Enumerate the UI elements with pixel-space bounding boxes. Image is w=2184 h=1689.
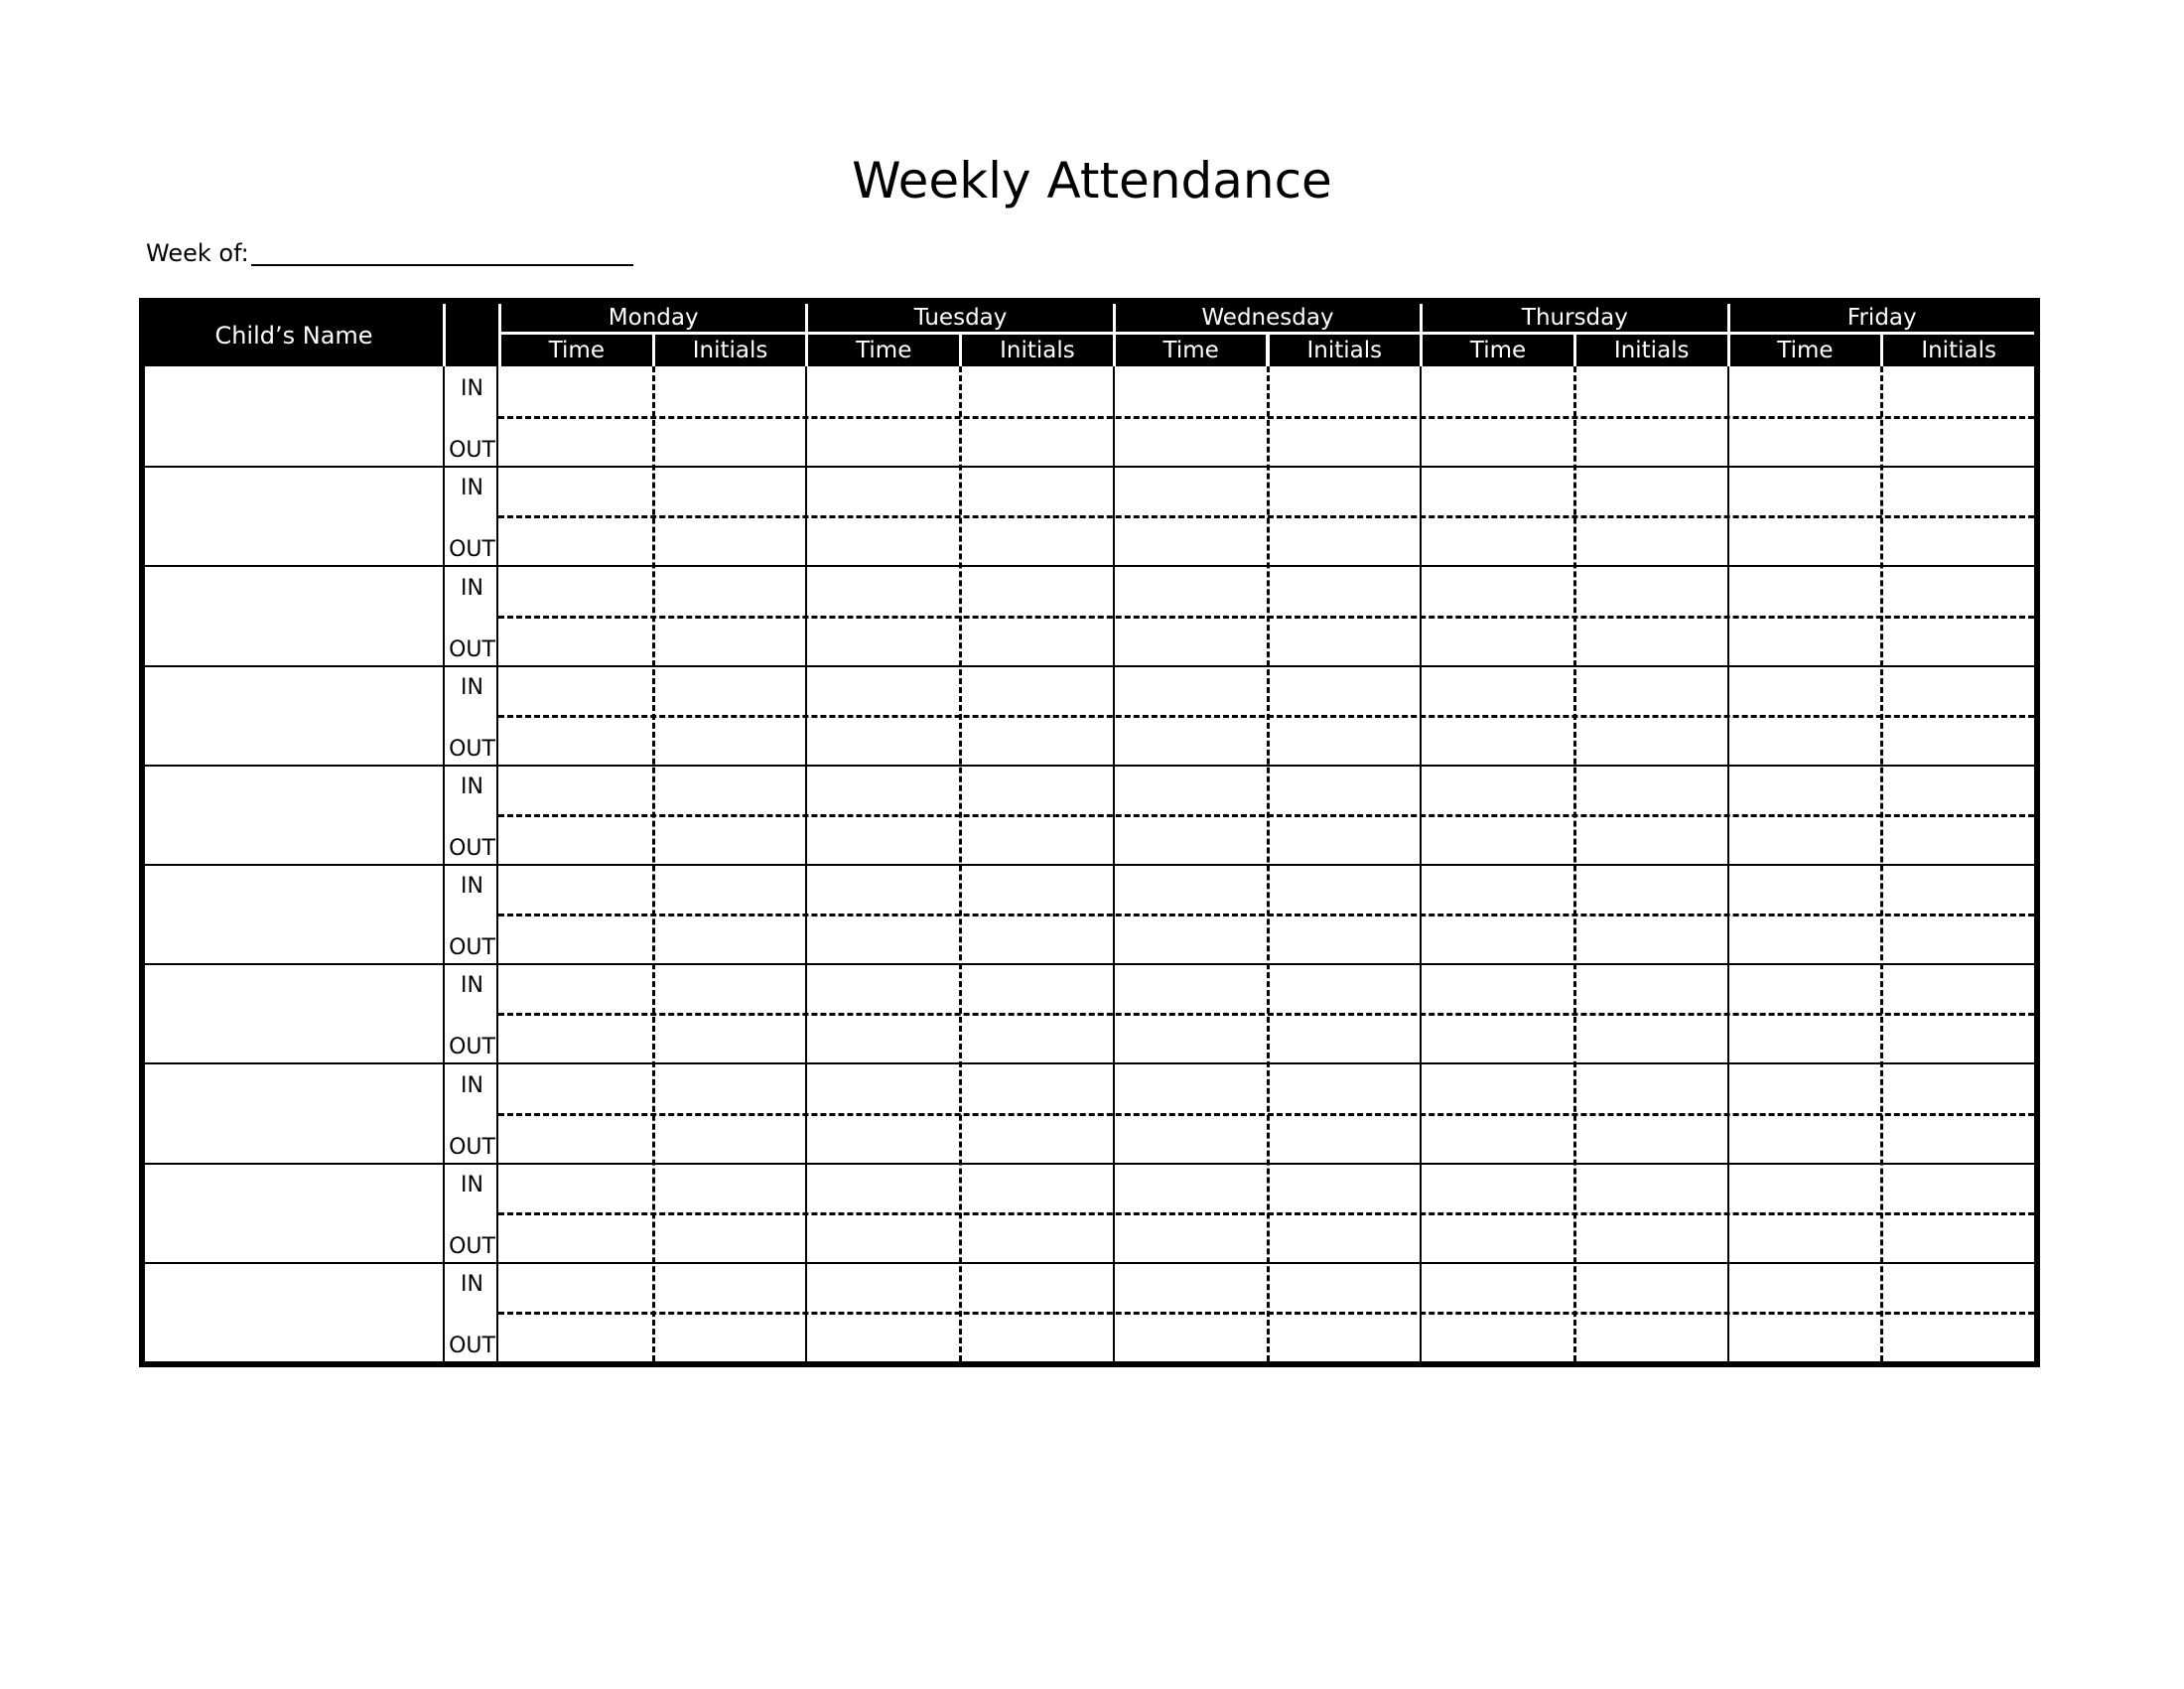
out-entry-cell[interactable]	[656, 1117, 802, 1159]
child-name-cell[interactable]	[145, 1062, 443, 1162]
out-entry-cell[interactable]	[1424, 519, 1570, 561]
in-entry-cell[interactable]	[809, 569, 955, 611]
out-entry-cell[interactable]	[963, 420, 1109, 462]
subheader-monday-initials: Initials	[655, 335, 806, 366]
out-entry-cell[interactable]	[1731, 519, 1877, 561]
in-entry-cell[interactable]	[1424, 868, 1570, 910]
out-entry-cell[interactable]	[656, 519, 802, 561]
in-entry-cell[interactable]	[1731, 1167, 1877, 1208]
out-entry-cell[interactable]	[809, 917, 955, 959]
in-label: IN	[461, 973, 483, 999]
in-entry-cell[interactable]	[963, 769, 1109, 810]
out-entry-cell[interactable]	[963, 1316, 1109, 1357]
in-entry-cell[interactable]	[656, 569, 802, 611]
in-entry-cell[interactable]	[963, 1266, 1109, 1308]
day-header-thursday: Thursday	[1423, 304, 1726, 332]
out-entry-cell[interactable]	[656, 1316, 802, 1357]
in-entry-cell[interactable]	[656, 1266, 802, 1308]
in-entry-cell[interactable]	[1271, 769, 1417, 810]
out-entry-cell[interactable]	[963, 917, 1109, 959]
out-entry-cell[interactable]	[1577, 1117, 1723, 1159]
subheader-monday-time: Time	[501, 335, 652, 366]
out-entry-cell[interactable]	[1271, 917, 1417, 959]
subheader-tuesday-time: Time	[808, 335, 959, 366]
row-divider	[145, 1163, 2034, 1165]
out-entry-cell[interactable]	[656, 420, 802, 462]
out-entry-cell[interactable]	[1424, 1117, 1570, 1159]
child-name-cell[interactable]	[145, 963, 443, 1062]
out-label: OUT	[449, 1134, 495, 1160]
out-entry-cell[interactable]	[1884, 1316, 2030, 1357]
in-entry-cell[interactable]	[1731, 1266, 1877, 1308]
row-divider	[145, 565, 2034, 567]
in-entry-cell[interactable]	[1424, 569, 1570, 611]
in-entry-cell[interactable]	[1577, 370, 1723, 412]
in-label: IN	[461, 1271, 483, 1297]
in-label: IN	[461, 376, 483, 402]
in-label: IN	[461, 674, 483, 700]
in-entry-cell[interactable]	[1424, 1266, 1570, 1308]
child-name-cell[interactable]	[145, 665, 443, 765]
in-entry-cell[interactable]	[809, 470, 955, 511]
child-name-cell[interactable]	[145, 864, 443, 963]
in-entry-cell[interactable]	[1577, 967, 1723, 1009]
in-entry-cell[interactable]	[963, 967, 1109, 1009]
out-entry-cell[interactable]	[502, 1117, 648, 1159]
out-entry-cell[interactable]	[502, 1216, 648, 1258]
in-entry-cell[interactable]	[1117, 470, 1263, 511]
out-entry-cell[interactable]	[809, 620, 955, 661]
in-entry-cell[interactable]	[1577, 470, 1723, 511]
out-entry-cell[interactable]	[502, 1316, 648, 1357]
day-header-tuesday: Tuesday	[808, 304, 1112, 332]
subheader-tuesday-initials: Initials	[962, 335, 1113, 366]
in-entry-cell[interactable]	[1731, 769, 1877, 810]
in-entry-cell[interactable]	[1271, 669, 1417, 711]
in-entry-cell[interactable]	[1884, 569, 2030, 611]
in-entry-cell[interactable]	[963, 669, 1109, 711]
in-entry-cell[interactable]	[656, 868, 802, 910]
out-entry-cell[interactable]	[809, 1316, 955, 1357]
out-entry-cell[interactable]	[1117, 519, 1263, 561]
in-entry-cell[interactable]	[1117, 569, 1263, 611]
day-header-monday: Monday	[501, 304, 805, 332]
in-entry-cell[interactable]	[809, 1066, 955, 1108]
out-entry-cell[interactable]	[1731, 917, 1877, 959]
time-initials-divider	[1573, 366, 1576, 1361]
in-entry-cell[interactable]	[1117, 1066, 1263, 1108]
out-entry-cell[interactable]	[1577, 1316, 1723, 1357]
in-entry-cell[interactable]	[1884, 967, 2030, 1009]
out-entry-cell[interactable]	[1424, 620, 1570, 661]
time-initials-divider	[1267, 366, 1270, 1361]
out-entry-cell[interactable]	[502, 818, 648, 860]
in-label: IN	[461, 874, 483, 900]
out-label: OUT	[449, 1035, 495, 1060]
in-entry-cell[interactable]	[502, 370, 648, 412]
out-entry-cell[interactable]	[1577, 1017, 1723, 1058]
in-entry-cell[interactable]	[809, 868, 955, 910]
time-initials-divider	[652, 366, 655, 1361]
out-entry-cell[interactable]	[1577, 620, 1723, 661]
out-entry-cell[interactable]	[1884, 917, 2030, 959]
out-entry-cell[interactable]	[1731, 620, 1877, 661]
out-entry-cell[interactable]	[1117, 1017, 1263, 1058]
out-entry-cell[interactable]	[1884, 1017, 2030, 1058]
week-of-label: Week of:	[146, 239, 249, 267]
out-label: OUT	[449, 1334, 495, 1358]
in-entry-cell[interactable]	[809, 769, 955, 810]
out-entry-cell[interactable]	[809, 1216, 955, 1258]
in-entry-cell[interactable]	[502, 669, 648, 711]
in-entry-cell[interactable]	[1424, 1167, 1570, 1208]
in-entry-cell[interactable]	[502, 569, 648, 611]
out-entry-cell[interactable]	[1271, 1216, 1417, 1258]
in-entry-cell[interactable]	[656, 1167, 802, 1208]
out-entry-cell[interactable]	[1884, 1216, 2030, 1258]
in-entry-cell[interactable]	[1884, 370, 2030, 412]
out-entry-cell[interactable]	[1884, 420, 2030, 462]
out-entry-cell[interactable]	[809, 719, 955, 761]
out-entry-cell[interactable]	[809, 1017, 955, 1058]
child-name-cell[interactable]	[145, 1262, 443, 1361]
in-entry-cell[interactable]	[809, 967, 955, 1009]
in-entry-cell[interactable]	[963, 1066, 1109, 1108]
in-entry-cell[interactable]	[656, 669, 802, 711]
week-of-field	[146, 238, 633, 268]
out-entry-cell[interactable]	[1424, 719, 1570, 761]
in-entry-cell[interactable]	[1884, 1167, 2030, 1208]
childs-name-header: Child’s Name	[145, 304, 443, 366]
subheader-wednesday-time: Time	[1116, 335, 1267, 366]
out-entry-cell[interactable]	[963, 818, 1109, 860]
out-entry-cell[interactable]	[1117, 818, 1263, 860]
out-entry-cell[interactable]	[1577, 917, 1723, 959]
in-entry-cell[interactable]	[1117, 370, 1263, 412]
in-entry-cell[interactable]	[502, 1167, 648, 1208]
out-entry-cell[interactable]	[502, 620, 648, 661]
name-column-divider	[443, 366, 445, 1361]
in-entry-cell[interactable]	[1731, 370, 1877, 412]
in-entry-cell[interactable]	[1731, 470, 1877, 511]
out-entry-cell[interactable]	[656, 719, 802, 761]
in-entry-cell[interactable]	[1271, 967, 1417, 1009]
day-column-divider	[1420, 366, 1422, 1361]
in-entry-cell[interactable]	[1271, 569, 1417, 611]
in-entry-cell[interactable]	[1424, 1066, 1570, 1108]
child-name-cell[interactable]	[145, 466, 443, 565]
in-entry-cell[interactable]	[1117, 1266, 1263, 1308]
in-entry-cell[interactable]	[1424, 470, 1570, 511]
out-entry-cell[interactable]	[1271, 1017, 1417, 1058]
out-entry-cell[interactable]	[656, 1017, 802, 1058]
in-entry-cell[interactable]	[1271, 868, 1417, 910]
out-entry-cell[interactable]	[1271, 719, 1417, 761]
out-entry-cell[interactable]	[809, 519, 955, 561]
out-entry-cell[interactable]	[502, 917, 648, 959]
in-entry-cell[interactable]	[1731, 868, 1877, 910]
week-of-blank-line[interactable]	[251, 238, 633, 266]
out-entry-cell[interactable]	[963, 719, 1109, 761]
out-entry-cell[interactable]	[963, 1017, 1109, 1058]
child-name-cell[interactable]	[145, 765, 443, 864]
in-entry-cell[interactable]	[1271, 1167, 1417, 1208]
in-entry-cell[interactable]	[1117, 669, 1263, 711]
in-entry-cell[interactable]	[1577, 1266, 1723, 1308]
row-divider	[145, 1262, 2034, 1264]
out-entry-cell[interactable]	[809, 420, 955, 462]
page-title: Weekly Attendance	[852, 152, 1332, 210]
out-entry-cell[interactable]	[1424, 1316, 1570, 1357]
in-entry-cell[interactable]	[809, 1167, 955, 1208]
row-divider	[145, 665, 2034, 667]
out-entry-cell[interactable]	[1884, 519, 2030, 561]
out-entry-cell[interactable]	[1424, 1017, 1570, 1058]
out-entry-cell[interactable]	[1117, 620, 1263, 661]
out-entry-cell[interactable]	[1424, 818, 1570, 860]
out-entry-cell[interactable]	[1577, 420, 1723, 462]
out-entry-cell[interactable]	[809, 818, 955, 860]
out-entry-cell[interactable]	[1271, 818, 1417, 860]
out-entry-cell[interactable]	[963, 1216, 1109, 1258]
out-entry-cell[interactable]	[502, 719, 648, 761]
in-entry-cell[interactable]	[1117, 1167, 1263, 1208]
out-entry-cell[interactable]	[1271, 1117, 1417, 1159]
row-divider	[145, 864, 2034, 866]
out-label: OUT	[449, 537, 495, 563]
in-entry-cell[interactable]	[963, 1167, 1109, 1208]
out-label: OUT	[449, 1233, 495, 1259]
in-entry-cell[interactable]	[1731, 569, 1877, 611]
out-entry-cell[interactable]	[1884, 818, 2030, 860]
out-entry-cell[interactable]	[1117, 1117, 1263, 1159]
out-entry-cell[interactable]	[1117, 420, 1263, 462]
out-entry-cell[interactable]	[1117, 1316, 1263, 1357]
out-label: OUT	[449, 935, 495, 961]
in-label: IN	[461, 774, 483, 799]
out-entry-cell[interactable]	[502, 519, 648, 561]
out-entry-cell[interactable]	[1731, 1017, 1877, 1058]
in-entry-cell[interactable]	[502, 1066, 648, 1108]
in-entry-cell[interactable]	[963, 569, 1109, 611]
out-entry-cell[interactable]	[1577, 1216, 1723, 1258]
in-entry-cell[interactable]	[656, 1066, 802, 1108]
in-entry-cell[interactable]	[1271, 1266, 1417, 1308]
in-entry-cell[interactable]	[1271, 1066, 1417, 1108]
in-entry-cell[interactable]	[1884, 669, 2030, 711]
subheader-friday-initials: Initials	[1883, 335, 2034, 366]
time-initials-divider	[959, 366, 962, 1361]
out-entry-cell[interactable]	[656, 917, 802, 959]
in-entry-cell[interactable]	[1271, 370, 1417, 412]
in-entry-cell[interactable]	[1577, 769, 1723, 810]
out-entry-cell[interactable]	[963, 519, 1109, 561]
out-entry-cell[interactable]	[656, 1216, 802, 1258]
out-entry-cell[interactable]	[1424, 420, 1570, 462]
out-entry-cell[interactable]	[1117, 917, 1263, 959]
out-entry-cell[interactable]	[1884, 719, 2030, 761]
out-entry-cell[interactable]	[656, 818, 802, 860]
day-header-wednesday: Wednesday	[1116, 304, 1420, 332]
out-label: OUT	[449, 736, 495, 762]
in-out-column-divider	[496, 366, 498, 1361]
in-entry-cell[interactable]	[1577, 1167, 1723, 1208]
row-divider	[145, 765, 2034, 767]
out-entry-cell[interactable]	[1117, 719, 1263, 761]
out-entry-cell[interactable]	[502, 1017, 648, 1058]
out-entry-cell[interactable]	[1271, 519, 1417, 561]
out-entry-cell[interactable]	[1117, 1216, 1263, 1258]
in-entry-cell[interactable]	[502, 967, 648, 1009]
in-entry-cell[interactable]	[1577, 669, 1723, 711]
child-name-cell[interactable]	[145, 565, 443, 664]
out-entry-cell[interactable]	[656, 620, 802, 661]
in-entry-cell[interactable]	[1117, 769, 1263, 810]
in-entry-cell[interactable]	[963, 370, 1109, 412]
out-entry-cell[interactable]	[502, 420, 648, 462]
out-entry-cell[interactable]	[1731, 719, 1877, 761]
in-entry-cell[interactable]	[1731, 669, 1877, 711]
in-label: IN	[461, 1072, 483, 1098]
in-entry-cell[interactable]	[809, 370, 955, 412]
out-entry-cell[interactable]	[1731, 1316, 1877, 1357]
out-entry-cell[interactable]	[1731, 818, 1877, 860]
in-entry-cell[interactable]	[656, 470, 802, 511]
out-entry-cell[interactable]	[1884, 620, 2030, 661]
in-entry-cell[interactable]	[656, 967, 802, 1009]
out-entry-cell[interactable]	[1577, 818, 1723, 860]
day-column-divider	[1113, 366, 1115, 1361]
out-entry-cell[interactable]	[1577, 719, 1723, 761]
subheader-thursday-initials: Initials	[1576, 335, 1727, 366]
time-initials-divider	[1880, 366, 1883, 1361]
in-entry-cell[interactable]	[656, 370, 802, 412]
in-entry-cell[interactable]	[1884, 769, 2030, 810]
in-entry-cell[interactable]	[656, 769, 802, 810]
in-entry-cell[interactable]	[963, 868, 1109, 910]
in-entry-cell[interactable]	[1577, 868, 1723, 910]
in-out-header	[446, 304, 498, 366]
out-entry-cell[interactable]	[963, 1117, 1109, 1159]
out-entry-cell[interactable]	[1424, 1216, 1570, 1258]
in-entry-cell[interactable]	[1117, 967, 1263, 1009]
out-entry-cell[interactable]	[1577, 519, 1723, 561]
in-entry-cell[interactable]	[502, 470, 648, 511]
day-column-divider	[805, 366, 807, 1361]
in-label: IN	[461, 1172, 483, 1197]
in-entry-cell[interactable]	[809, 669, 955, 711]
out-entry-cell[interactable]	[1731, 420, 1877, 462]
subheader-thursday-time: Time	[1423, 335, 1573, 366]
day-header-friday: Friday	[1730, 304, 2034, 332]
child-name-cell[interactable]	[145, 366, 443, 466]
in-entry-cell[interactable]	[1884, 868, 2030, 910]
in-entry-cell[interactable]	[1884, 1066, 2030, 1108]
in-entry-cell[interactable]	[1424, 669, 1570, 711]
in-entry-cell[interactable]	[1577, 1066, 1723, 1108]
out-entry-cell[interactable]	[1271, 620, 1417, 661]
in-entry-cell[interactable]	[1117, 868, 1263, 910]
out-entry-cell[interactable]	[1424, 917, 1570, 959]
out-entry-cell[interactable]	[1884, 1117, 2030, 1159]
in-entry-cell[interactable]	[809, 1266, 955, 1308]
in-entry-cell[interactable]	[502, 868, 648, 910]
row-divider	[145, 1062, 2034, 1064]
in-entry-cell[interactable]	[1731, 1066, 1877, 1108]
in-entry-cell[interactable]	[1424, 967, 1570, 1009]
in-entry-cell[interactable]	[963, 470, 1109, 511]
in-entry-cell[interactable]	[1271, 470, 1417, 511]
out-entry-cell[interactable]	[1271, 420, 1417, 462]
in-entry-cell[interactable]	[1731, 967, 1877, 1009]
attendance-table	[139, 298, 2040, 1367]
out-entry-cell[interactable]	[809, 1117, 955, 1159]
in-entry-cell[interactable]	[1424, 769, 1570, 810]
in-entry-cell[interactable]	[502, 1266, 648, 1308]
out-entry-cell[interactable]	[1731, 1216, 1877, 1258]
in-entry-cell[interactable]	[1884, 1266, 2030, 1308]
in-label: IN	[461, 476, 483, 501]
in-label: IN	[461, 575, 483, 601]
row-divider	[145, 963, 2034, 965]
day-column-divider	[1727, 366, 1729, 1361]
out-label: OUT	[449, 836, 495, 861]
in-entry-cell[interactable]	[1884, 470, 2030, 511]
in-entry-cell[interactable]	[1424, 370, 1570, 412]
row-divider	[145, 466, 2034, 468]
in-entry-cell[interactable]	[1577, 569, 1723, 611]
subheader-friday-time: Time	[1730, 335, 1881, 366]
subheader-wednesday-initials: Initials	[1270, 335, 1421, 366]
out-entry-cell[interactable]	[963, 620, 1109, 661]
out-label: OUT	[449, 438, 495, 464]
in-entry-cell[interactable]	[502, 769, 648, 810]
out-entry-cell[interactable]	[1271, 1316, 1417, 1357]
out-entry-cell[interactable]	[1731, 1117, 1877, 1159]
child-name-cell[interactable]	[145, 1163, 443, 1262]
out-label: OUT	[449, 636, 495, 662]
